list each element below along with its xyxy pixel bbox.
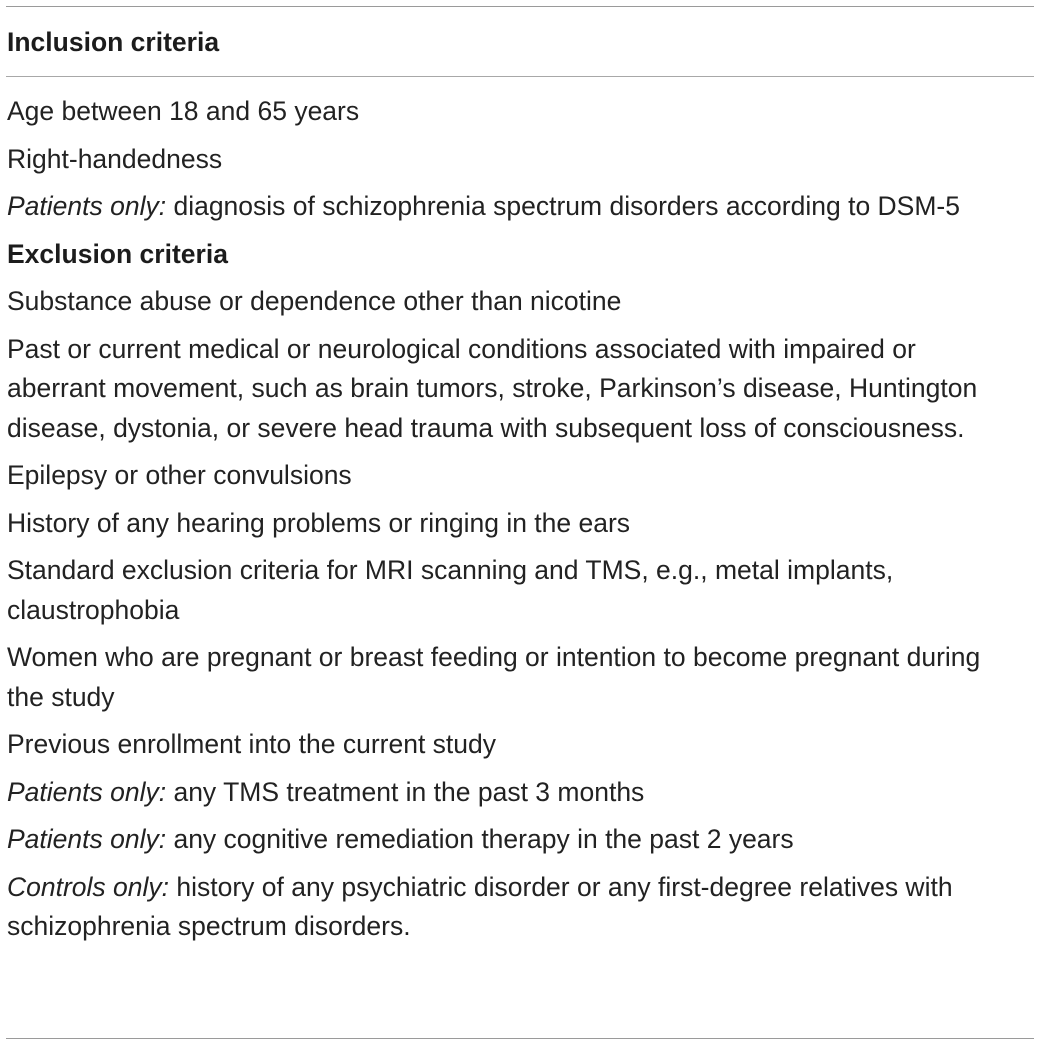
criteria-rows (7, 92, 1007, 955)
table-row (7, 638, 1007, 717)
row-text: Exclusion criteria (7, 238, 228, 269)
table-row (7, 140, 1007, 180)
exclusion-criteria-heading (7, 235, 1007, 275)
row-text: history of any psychiatric disorder or any first-degree relatives with schizophrenia spectrum disorders. (7, 871, 953, 941)
row-text: Substance abuse or dependence other than nicotine (7, 286, 622, 316)
table-row (7, 282, 1007, 322)
table-row (7, 504, 1007, 544)
row-text: Past or current medical or neurological conditions associated with impaired or aberrant movement, such as brain tumors, stroke, Parkinson’s disease, Huntington disease, dystonia, or severe head trauma with subsequent loss of consciousness. (7, 333, 978, 443)
header-divider (6, 76, 1034, 77)
table-row (7, 820, 1007, 860)
row-qualifier: Controls only: (7, 871, 170, 902)
inclusion-criteria-heading: Inclusion criteria (7, 27, 220, 57)
table-row (7, 868, 1007, 947)
table-bottom-rule (6, 1038, 1034, 1039)
row-text: Epilepsy or other convulsions (7, 460, 352, 490)
row-qualifier: Patients only: (7, 191, 167, 221)
table-row (7, 187, 1007, 227)
table-row (7, 725, 1007, 765)
table-row (7, 92, 1007, 132)
row-text: History of any hearing problems or ringing in the ears (7, 507, 631, 538)
row-text: diagnosis of schizophrenia spectrum disorders according to DSM-5 (166, 191, 960, 221)
row-text: Previous enrollment into the current study (7, 729, 497, 759)
table-row (7, 551, 1007, 630)
row-text: Right-handedness (7, 143, 223, 174)
row-text: any cognitive remediation therapy in the past 2 years (166, 824, 794, 854)
table-row (7, 330, 1007, 449)
row-text: any TMS treatment in the past 3 months (166, 776, 645, 807)
row-qualifier: Patients only: (7, 824, 167, 854)
table-row (7, 456, 1007, 496)
table-top-rule (6, 6, 1034, 7)
row-qualifier: Patients only: (7, 776, 167, 807)
row-text: Women who are pregnant or breast feeding or intention to become pregnant during the study (7, 642, 981, 712)
row-text: Age between 18 and 65 years (7, 96, 360, 126)
row-text: Standard exclusion criteria for MRI scanning and TMS, e.g., metal implants, claustrophobia (7, 555, 894, 625)
table-row (7, 773, 1007, 813)
